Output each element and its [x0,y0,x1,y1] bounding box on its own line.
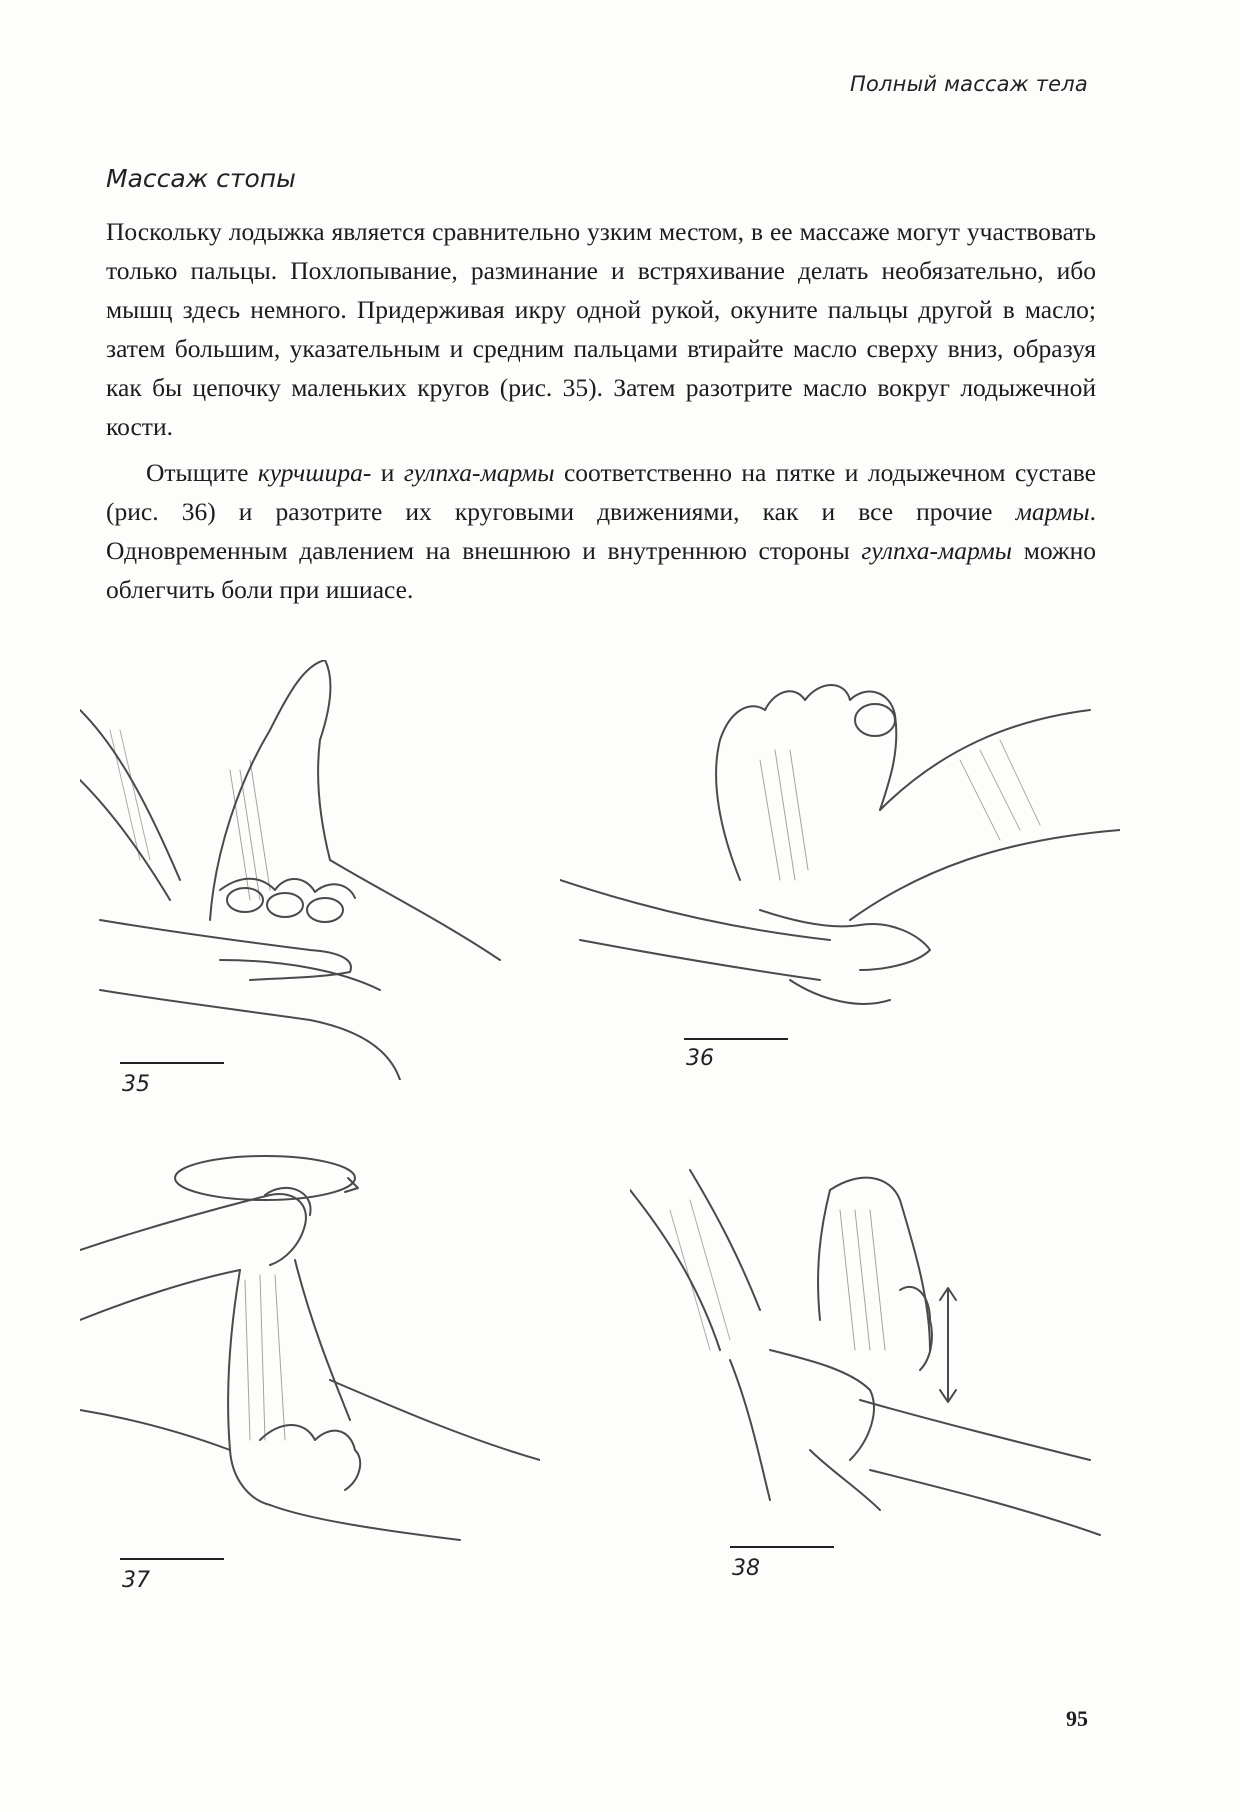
italic-term: курчшира- [257,458,372,487]
hand-pressing-heel-icon [560,680,1120,1060]
figure-35-rule [120,1062,224,1064]
figure-36-illustration [560,680,1120,1060]
figure-37-number: 37 [122,1568,150,1593]
page-number: 95 [1066,1706,1088,1731]
italic-term: мармы [1015,497,1090,526]
running-head: Полный массаж тела [849,72,1088,96]
italic-term: гулпха-мармы [861,536,1013,565]
figure-36-number: 36 [686,1046,714,1071]
body-text [106,212,1096,609]
text-run: Поскольку лодыжка является сравнительно узким местом, в ее массаже могут участвовать только пальцы. Похлопывание, разминание и встряхивание делать необязательно, ибо мышц здесь немного. Придерживая икру одной рукой, окуните пальцы другой в масло; затем большим, указательным и средним пальцами втирайте масло сверху вниз, образуя как бы цепочку маленьких кругов (рис. 35). Затем разотрите масло вокруг лодыжечной кости. [106,217,1096,441]
text-run: Отыщите [146,458,258,487]
section-title: Массаж стопы [106,164,296,193]
text-run: . Одновременным давлением на внешнюю и внутреннюю стороны [106,497,1096,565]
figure-38-illustration [630,1150,1110,1550]
hands-massaging-ankle-icon [80,660,540,1080]
italic-term: гулпха-мармы [403,458,555,487]
figure-35-number: 35 [122,1072,150,1097]
ankle-stretch-icon [630,1150,1110,1550]
foot-rotation-icon [80,1150,540,1550]
paragraph-1 [106,212,1096,446]
text-run: соответственно на пятке и лодыжечном суставе (рис. 36) и разотрите их круговыми движениями, как и все прочие [106,458,1096,526]
figure-35-illustration [80,660,540,1080]
text-run: можно облегчить боли при ишиасе. [106,536,1096,604]
figure-37-illustration [80,1150,540,1550]
figure-37-rule [120,1558,224,1560]
figure-38-rule [730,1546,834,1548]
text-run: и [371,458,404,487]
figure-36-rule [684,1038,788,1040]
figure-38-number: 38 [732,1556,760,1581]
paragraph-2 [106,453,1096,609]
